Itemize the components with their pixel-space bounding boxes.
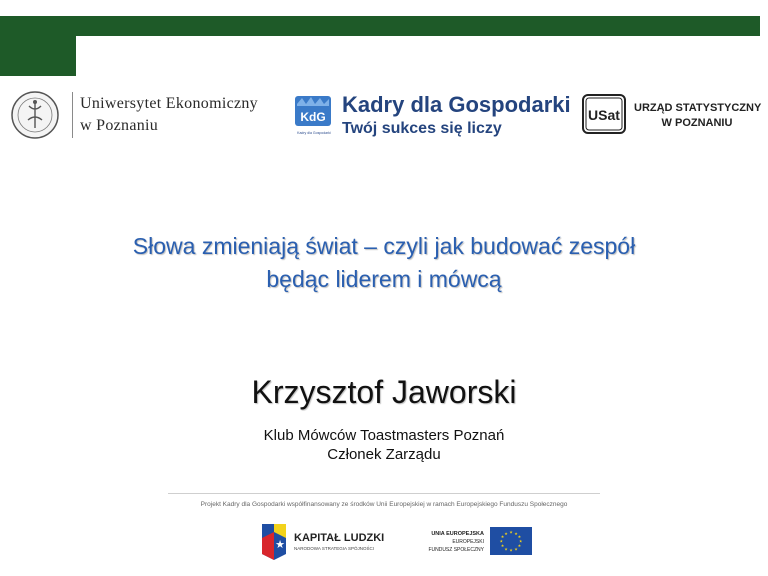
svg-text:★: ★	[504, 530, 508, 536]
top-corner-block	[0, 16, 76, 76]
eu-text-line3: FUNDUSZ SPOŁECZNY	[428, 547, 484, 553]
author-name: Krzysztof Jaworski	[251, 374, 517, 410]
kdg-logo-subtext: Kadry dla Gospodarki	[297, 131, 331, 135]
svg-text:★: ★	[499, 538, 504, 544]
svg-text:★: ★	[517, 534, 522, 540]
svg-text:★: ★	[500, 543, 505, 548]
svg-text:★: ★	[500, 534, 505, 540]
slide-title-line1: Słowa zmieniają świat – czyli jak budować zespół	[132, 233, 636, 259]
kdg-logo-icon	[294, 92, 332, 130]
university-name-line2: w Poznaniu	[80, 117, 159, 134]
university-divider	[72, 92, 73, 138]
university-seal-icon	[10, 90, 60, 140]
svg-text:★: ★	[517, 543, 522, 548]
kapital-ludzki-title: KAPITAŁ LUDZKI	[294, 532, 385, 544]
svg-text:★: ★	[514, 530, 518, 536]
svg-text:★: ★	[509, 529, 513, 535]
svg-text:★: ★	[509, 547, 513, 553]
eu-flag-icon	[490, 527, 532, 555]
kapital-ludzki-logo-icon	[258, 518, 290, 562]
university-name-line1: Uniwersytet Ekonomiczny	[80, 95, 258, 112]
kapital-ludzki-subtitle: NARODOWA STRATEGIA SPÓJNOŚCI	[294, 546, 375, 551]
stat-office-line1: URZĄD STATYSTYCZNY	[634, 102, 762, 114]
usat-mark: USat	[588, 107, 620, 123]
svg-text:★: ★	[275, 538, 285, 551]
kdg-tagline: Twój sukces się liczy	[342, 120, 502, 137]
footer-rule	[168, 493, 600, 494]
top-bar	[0, 16, 760, 36]
footer-project-note: Projekt Kadry dla Gospodarki współfinansowany ze środków Unii Europejskiej w ramach Europejskiego Funduszu Społecznego	[200, 501, 568, 508]
kdg-title: Kadry dla Gospodarki	[342, 92, 571, 117]
eu-text-line2: EUROPEJSKI	[452, 539, 484, 545]
svg-text:★: ★	[514, 546, 518, 552]
affiliation-line1: Klub Mówców Toastmasters Poznań	[263, 427, 505, 444]
affiliation-line2: Członek Zarządu	[327, 446, 441, 463]
eu-text-line1: UNIA EUROPEJSKA	[431, 531, 484, 537]
kdg-small-mark: KdG	[300, 110, 326, 124]
slide-title-line2: będąc liderem i mówcą	[266, 266, 502, 292]
svg-text:★: ★	[518, 538, 523, 544]
svg-text:★: ★	[504, 546, 508, 552]
usat-logo-icon	[582, 94, 626, 134]
stat-office-line2: W POZNANIU	[661, 117, 733, 129]
